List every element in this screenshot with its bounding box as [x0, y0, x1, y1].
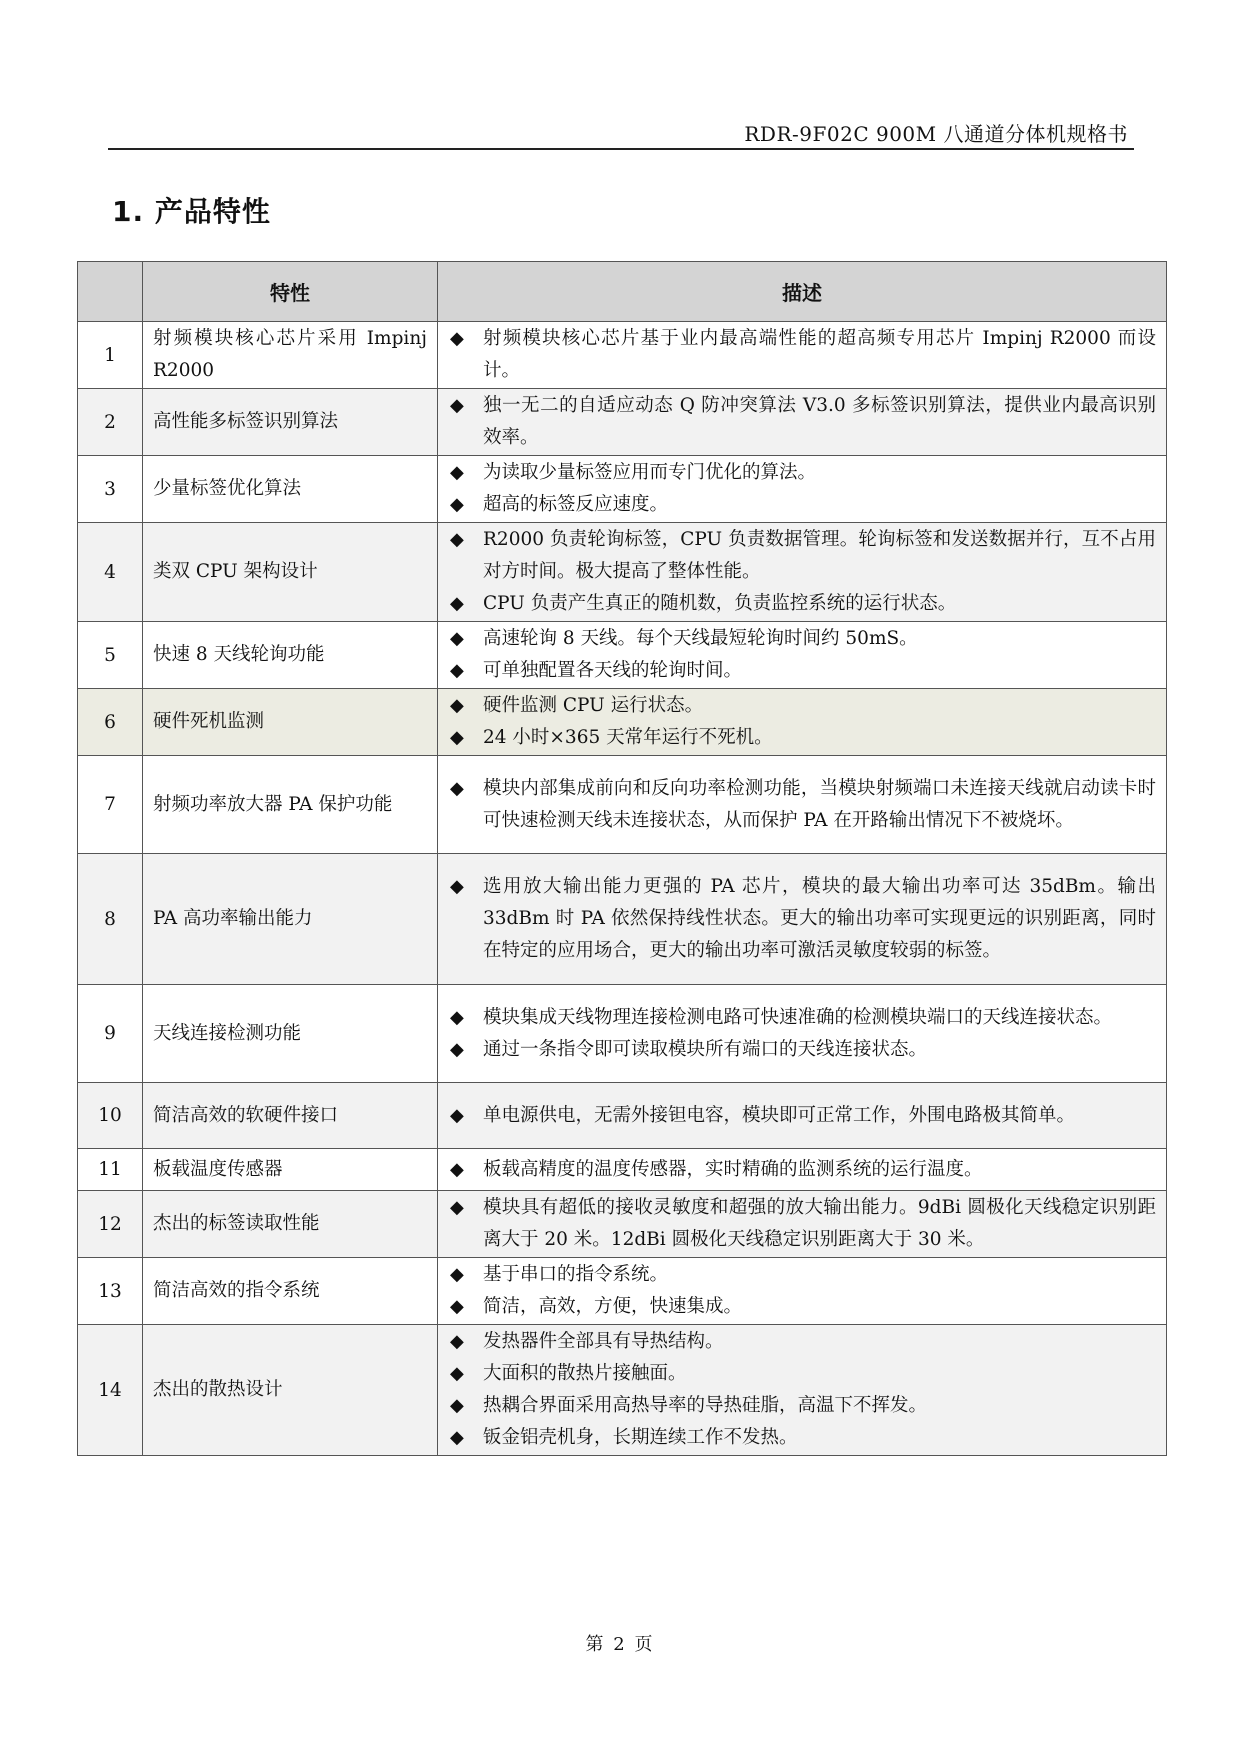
feature-cell: 快速 8 天线轮询功能	[143, 622, 438, 689]
bullet-text: 模块具有超低的接收灵敏度和超强的放大输出能力。9dBi 圆极化天线稳定识别距离大于 20 米。12dBi 圆极化天线稳定识别距离大于 30 米。	[483, 1197, 1156, 1250]
header-divider	[108, 148, 1134, 150]
bullet-item	[450, 1192, 1156, 1256]
bullet-item	[450, 1422, 1156, 1454]
description-cell	[438, 1325, 1167, 1456]
bullet-item	[450, 323, 1156, 387]
table-row	[78, 622, 1167, 689]
row-number: 12	[78, 1191, 143, 1258]
bullet-text: 发热器件全部具有导热结构。	[483, 1331, 724, 1352]
diamond-bullet-icon: ◆	[450, 1038, 464, 1060]
description-cell	[438, 1258, 1167, 1325]
diamond-bullet-icon: ◆	[450, 1264, 464, 1285]
feature-cell: 射频模块核心芯片采用 Impinj R2000	[143, 322, 438, 389]
bullet-item	[450, 722, 1156, 754]
table-header-row	[78, 262, 1167, 322]
bullet-item	[450, 871, 1156, 967]
bullet-text: 通过一条指令即可读取模块所有端口的天线连接状态。	[483, 1038, 928, 1060]
feature-cell: 天线连接检测功能	[143, 985, 438, 1083]
bullet-item	[450, 655, 1156, 687]
bullet-text: 热耦合界面采用高热导率的导热硅脂，高温下不挥发。	[483, 1395, 928, 1416]
table-body	[78, 322, 1167, 1456]
diamond-bullet-icon: ◆	[450, 1104, 464, 1126]
diamond-bullet-icon: ◆	[450, 328, 464, 349]
description-cell	[438, 456, 1167, 523]
row-number: 10	[78, 1083, 143, 1149]
diamond-bullet-icon: ◆	[450, 628, 464, 649]
bullet-text: 高速轮询 8 天线。每个天线最短轮询时间约 50mS。	[483, 628, 918, 649]
description-cell	[438, 1149, 1167, 1191]
feature-cell: 杰出的标签读取性能	[143, 1191, 438, 1258]
column-header-feature: 特性	[143, 262, 438, 322]
diamond-bullet-icon: ◆	[450, 1427, 464, 1448]
table-row	[78, 756, 1167, 854]
row-number: 1	[78, 322, 143, 389]
diamond-bullet-icon: ◆	[450, 529, 464, 550]
bullet-item	[450, 1291, 1156, 1323]
column-header-description: 描述	[438, 262, 1167, 322]
column-header-number	[78, 262, 143, 322]
row-number: 4	[78, 523, 143, 622]
description-cell	[438, 756, 1167, 854]
diamond-bullet-icon: ◆	[450, 695, 464, 716]
diamond-bullet-icon: ◆	[450, 1363, 464, 1384]
bullet-text: 24 小时×365 天常年运行不死机。	[483, 727, 773, 748]
bullet-text: 可单独配置各天线的轮询时间。	[483, 660, 743, 681]
diamond-bullet-icon: ◆	[450, 593, 464, 614]
bullet-text: 板载高精度的温度传感器，实时精确的监测系统的运行温度。	[483, 1158, 983, 1180]
table-row	[78, 1258, 1167, 1325]
feature-cell: 板载温度传感器	[143, 1149, 438, 1191]
row-number: 2	[78, 389, 143, 456]
bullet-item	[450, 524, 1156, 588]
diamond-bullet-icon: ◆	[450, 876, 464, 897]
section-heading: 1. 产品特性	[112, 195, 271, 228]
bullet-item	[450, 773, 1156, 837]
diamond-bullet-icon: ◆	[450, 1331, 464, 1352]
feature-cell: 简洁高效的软硬件接口	[143, 1083, 438, 1149]
bullet-item	[450, 1259, 1156, 1291]
bullet-item	[450, 623, 1156, 655]
feature-cell: PA 高功率输出能力	[143, 854, 438, 985]
feature-cell: 高性能多标签识别算法	[143, 389, 438, 456]
description-cell	[438, 389, 1167, 456]
row-number: 11	[78, 1149, 143, 1191]
feature-cell: 硬件死机监测	[143, 689, 438, 756]
table-row	[78, 1149, 1167, 1191]
table-row	[78, 523, 1167, 622]
bullet-text: 射频模块核心芯片基于业内最高端性能的超高频专用芯片 Impinj R2000 而设计。	[483, 328, 1156, 381]
bullet-item	[450, 390, 1156, 454]
bullet-text: 钣金铝壳机身，长期连续工作不发热。	[483, 1427, 798, 1448]
bullet-text: R2000 负责轮询标签，CPU 负责数据管理。轮询标签和发送数据并行，互不占用对方时间。极大提高了整体性能。	[483, 529, 1156, 582]
row-number: 9	[78, 985, 143, 1083]
diamond-bullet-icon: ◆	[450, 395, 464, 416]
table-row	[78, 985, 1167, 1083]
row-number: 8	[78, 854, 143, 985]
bullet-text: 单电源供电，无需外接钽电容，模块即可正常工作，外围电路极其简单。	[483, 1104, 1076, 1126]
diamond-bullet-icon: ◆	[450, 1395, 464, 1416]
feature-cell: 简洁高效的指令系统	[143, 1258, 438, 1325]
description-cell	[438, 689, 1167, 756]
bullet-item	[450, 1390, 1156, 1422]
feature-cell: 少量标签优化算法	[143, 456, 438, 523]
description-cell	[438, 1083, 1167, 1149]
feature-cell: 射频功率放大器 PA 保护功能	[143, 756, 438, 854]
row-number: 6	[78, 689, 143, 756]
bullet-item	[450, 1154, 1156, 1186]
description-cell	[438, 523, 1167, 622]
document-header-title: RDR-9F02C 900M 八通道分体机规格书	[744, 122, 1128, 146]
bullet-item	[450, 489, 1156, 521]
table-row	[78, 456, 1167, 523]
bullet-item	[450, 1358, 1156, 1390]
table-row	[78, 1325, 1167, 1456]
diamond-bullet-icon: ◆	[450, 462, 464, 483]
row-number: 3	[78, 456, 143, 523]
bullet-item	[450, 1002, 1156, 1034]
feature-cell: 杰出的散热设计	[143, 1325, 438, 1456]
bullet-item	[450, 1326, 1156, 1358]
bullet-item	[450, 1100, 1156, 1132]
diamond-bullet-icon: ◆	[450, 494, 464, 515]
bullet-text: 独一无二的自适应动态 Q 防冲突算法 V3.0 多标签识别算法，提供业内最高识别效率。	[483, 395, 1156, 448]
diamond-bullet-icon: ◆	[450, 1158, 464, 1180]
diamond-bullet-icon: ◆	[450, 1296, 464, 1317]
bullet-text: 硬件监测 CPU 运行状态。	[483, 695, 704, 716]
table-row	[78, 689, 1167, 756]
feature-table	[77, 261, 1167, 1456]
table-row	[78, 322, 1167, 389]
diamond-bullet-icon: ◆	[450, 660, 464, 681]
bullet-text: 基于串口的指令系统。	[483, 1264, 669, 1285]
description-cell	[438, 1191, 1167, 1258]
description-cell	[438, 622, 1167, 689]
bullet-text: 大面积的散热片接触面。	[483, 1363, 687, 1384]
diamond-bullet-icon: ◆	[450, 777, 464, 799]
table-row	[78, 1083, 1167, 1149]
bullet-item	[450, 588, 1156, 620]
description-cell	[438, 854, 1167, 985]
diamond-bullet-icon: ◆	[450, 1197, 464, 1218]
bullet-text: 模块内部集成前向和反向功率检测功能，当模块射频端口未连接天线就启动读卡时可快速检测天线未连接状态，从而保护 PA 在开路输出情况下不被烧坏。	[483, 777, 1156, 831]
bullet-item	[450, 1034, 1156, 1066]
description-cell	[438, 322, 1167, 389]
row-number: 7	[78, 756, 143, 854]
bullet-item	[450, 457, 1156, 489]
bullet-text: 超高的标签反应速度。	[483, 494, 669, 515]
feature-cell: 类双 CPU 架构设计	[143, 523, 438, 622]
row-number: 5	[78, 622, 143, 689]
description-cell	[438, 985, 1167, 1083]
bullet-text: 为读取少量标签应用而专门优化的算法。	[483, 462, 817, 483]
bullet-text: 选用放大输出能力更强的 PA 芯片，模块的最大输出功率可达 35dBm。输出 33dBm 时 PA 依然保持线性状态。更大的输出功率可实现更远的识别距离，同时在特定的应用场合，更大的输出功率可激活灵敏度较弱的标签。	[483, 876, 1156, 961]
row-number: 13	[78, 1258, 143, 1325]
row-number: 14	[78, 1325, 143, 1456]
table-row	[78, 1191, 1167, 1258]
table-row	[78, 389, 1167, 456]
bullet-text: CPU 负责产生真正的随机数，负责监控系统的运行状态。	[483, 593, 957, 614]
table-row	[78, 854, 1167, 985]
page-number: 第 2 页	[585, 1634, 655, 1655]
bullet-item	[450, 690, 1156, 722]
diamond-bullet-icon: ◆	[450, 727, 464, 748]
diamond-bullet-icon: ◆	[450, 1006, 464, 1028]
bullet-text: 简洁，高效，方便，快速集成。	[483, 1296, 743, 1317]
bullet-text: 模块集成天线物理连接检测电路可快速准确的检测模块端口的天线连接状态。	[483, 1006, 1113, 1028]
